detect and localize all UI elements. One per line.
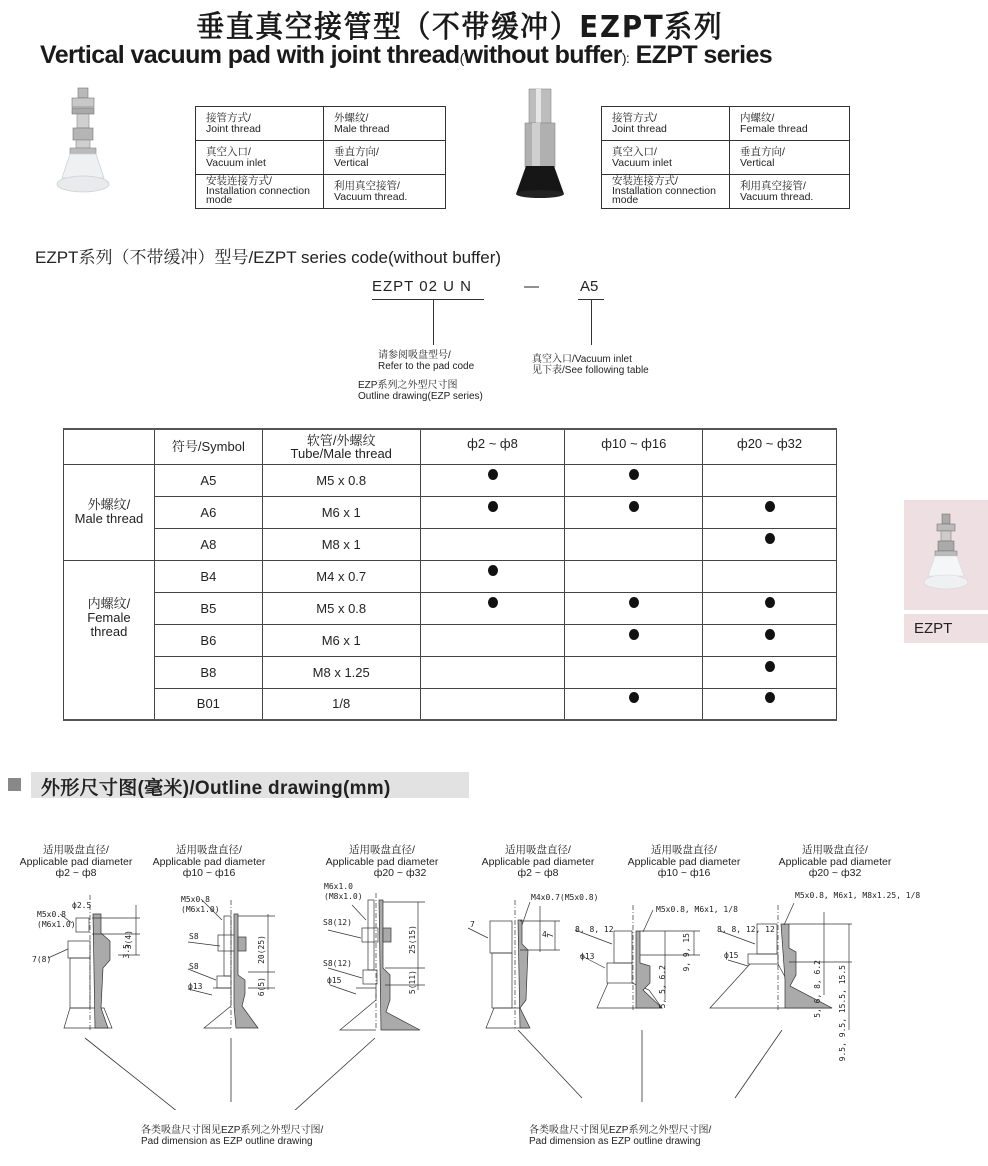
spec-row bbox=[602, 141, 850, 175]
availability-dot-icon bbox=[765, 597, 775, 608]
cell-thread: M4 x 0.7 bbox=[262, 560, 420, 592]
spec-value: 内螺纹/ Female thread bbox=[730, 107, 850, 141]
dim-f2-hex: 8, 8, 12 bbox=[575, 925, 614, 934]
diameter-label-4: 适用吸盘直径/ Applicable pad diameter ф2 ~ ф8 bbox=[481, 844, 595, 879]
spec-value: 外螺纹/ Male thread bbox=[324, 107, 446, 141]
availability-dot-icon bbox=[765, 533, 775, 544]
spec-label: 接管方式/ Joint thread bbox=[602, 107, 730, 141]
cell-thread: M6 x 1 bbox=[262, 624, 420, 656]
table-row bbox=[64, 688, 837, 720]
page-title-cn: 垂直真空接管型（不带缓冲）EZPT系列 bbox=[196, 10, 724, 45]
cell-d3 bbox=[703, 528, 837, 560]
spec-label: 真空入口/ Vacuum inlet bbox=[602, 141, 730, 175]
cell-d2 bbox=[565, 624, 703, 656]
availability-dot-icon bbox=[765, 692, 775, 703]
spec-label: 安装连接方式/ Installation connection mode bbox=[602, 175, 730, 209]
cell-thread: M5 x 0.8 bbox=[262, 592, 420, 624]
cell-d1 bbox=[420, 656, 565, 688]
paren-close: ): bbox=[621, 50, 630, 66]
cell-d1 bbox=[420, 592, 565, 624]
thread-compatibility-table bbox=[63, 428, 837, 721]
cell-d1 bbox=[420, 560, 565, 592]
dim-d3-h2: 5(11) bbox=[408, 970, 417, 995]
diameter-label-5: 适用吸盘直径/ Applicable pad diameter ф10 ~ ф16 bbox=[627, 844, 741, 879]
dim-f2-phi: ф13 bbox=[580, 952, 595, 961]
cell-symbol: B6 bbox=[154, 624, 262, 656]
diameter-label-2: 适用吸盘直径/ Applicable pad diameter ф10 ~ ф16 bbox=[152, 844, 266, 879]
cell-symbol: A8 bbox=[154, 528, 262, 560]
dim-d1-hex: 7(8) bbox=[32, 955, 52, 964]
cell-d2 bbox=[565, 496, 703, 528]
availability-dot-icon bbox=[488, 565, 498, 576]
cell-symbol: A6 bbox=[154, 496, 262, 528]
cell-d1 bbox=[420, 528, 565, 560]
spec-value: 利用真空接管/ Vacuum thread. bbox=[730, 175, 850, 209]
dim-f1-h1: 4 bbox=[542, 930, 547, 939]
ezpt-thumbnail-icon bbox=[904, 500, 988, 610]
dim-f2-h1: 9, 9, 15 bbox=[682, 933, 691, 972]
spec-row bbox=[602, 107, 850, 141]
table-row bbox=[64, 528, 837, 560]
table-row bbox=[64, 560, 837, 592]
spec-label: 接管方式/ Joint thread bbox=[196, 107, 324, 141]
availability-dot-icon bbox=[765, 501, 775, 512]
cell-symbol: B8 bbox=[154, 656, 262, 688]
cell-d1 bbox=[420, 464, 565, 496]
dim-d1-thread: M5x0.8 (M6x1.0) bbox=[37, 910, 76, 929]
cell-d2 bbox=[565, 688, 703, 720]
availability-dot-icon bbox=[765, 661, 775, 672]
cell-symbol: B5 bbox=[154, 592, 262, 624]
header-d2: ф10 ~ ф16 bbox=[565, 429, 703, 464]
cell-d2 bbox=[565, 656, 703, 688]
cell-d2 bbox=[565, 560, 703, 592]
header-blank bbox=[64, 429, 155, 464]
availability-dot-icon bbox=[629, 501, 639, 512]
dim-d2-h2: 6(5) bbox=[257, 977, 266, 997]
availability-dot-icon bbox=[765, 629, 775, 640]
footnote-leader-lines bbox=[0, 1030, 988, 1110]
group-female-thread: 内螺纹/ Female thread bbox=[64, 560, 155, 720]
dim-d1-h2: 3.5 bbox=[122, 944, 131, 959]
outline-note: EZP系列之外型尺寸图 Outline drawing(EZP series) bbox=[358, 380, 483, 402]
suffix-leader bbox=[591, 299, 592, 345]
cell-d3 bbox=[703, 656, 837, 688]
table-header-row bbox=[64, 429, 837, 464]
footnote-male: 各类吸盘尺寸图见EZP系列之外型尺寸图/ Pad dimension as EZP outline drawing bbox=[141, 1125, 324, 1147]
table-row bbox=[64, 624, 837, 656]
footnote-female: 各类吸盘尺寸图见EZP系列之外型尺寸图/ Pad dimension as EZP outline drawing bbox=[529, 1125, 712, 1147]
dim-f3-h2: 9.5, 9.5, 15.5, 15.5 bbox=[838, 965, 847, 1062]
dim-d1-phi: ф2.5 bbox=[72, 901, 92, 910]
cell-d2 bbox=[565, 528, 703, 560]
pad-code-note: 请参阅吸盘型号/ Refer to the pad code bbox=[378, 350, 475, 372]
table-row bbox=[64, 496, 837, 528]
series-code-dash: — bbox=[524, 278, 539, 295]
code-leader bbox=[433, 299, 434, 345]
dim-d1-h1: 3(4) bbox=[124, 930, 133, 950]
group-male-thread: 外螺纹/ Male thread bbox=[64, 464, 155, 560]
cell-d1 bbox=[420, 688, 565, 720]
cell-d2 bbox=[565, 464, 703, 496]
dim-f3-thread: M5x0.8, M6x1, M8x1.25, 1/8 bbox=[795, 891, 921, 900]
side-tab-image[interactable] bbox=[904, 500, 988, 610]
dim-d2-thread: M5x0.8 (M6x1.0) bbox=[181, 895, 220, 914]
availability-dot-icon bbox=[629, 469, 639, 480]
dim-d3-s2: S8(12) bbox=[323, 959, 352, 968]
cell-thread: M8 x 1.25 bbox=[262, 656, 420, 688]
dim-f2-thread: M5x0.8, M6x1, 1/8 bbox=[656, 905, 738, 914]
side-tab-label[interactable]: EZPT bbox=[904, 614, 988, 643]
series-code: EZPT 02 U N bbox=[372, 278, 472, 295]
header-symbol: 符号/Symbol bbox=[154, 429, 262, 464]
cell-thread: M6 x 1 bbox=[262, 496, 420, 528]
cell-d1 bbox=[420, 496, 565, 528]
table-row bbox=[64, 464, 837, 496]
cell-d1 bbox=[420, 624, 565, 656]
dim-d2-phi: ф13 bbox=[188, 982, 203, 991]
table-row bbox=[64, 592, 837, 624]
dim-d3-h1: 25(15) bbox=[408, 925, 417, 954]
dim-f3-h1: 5, 6, 8, 6.2 bbox=[813, 960, 822, 1018]
header-d3: ф20 ~ ф32 bbox=[703, 429, 837, 464]
dim-f1-hex: 7 bbox=[470, 920, 475, 929]
spec-row bbox=[196, 175, 446, 209]
code-underline bbox=[372, 299, 484, 300]
header-d1: ф2 ~ ф8 bbox=[420, 429, 565, 464]
paren-open: ( bbox=[459, 50, 464, 66]
female-thread-product-image bbox=[510, 86, 570, 204]
dim-f3-phi: ф15 bbox=[724, 951, 739, 960]
cell-d3 bbox=[703, 688, 837, 720]
dim-d2-s2: S8 bbox=[189, 962, 199, 971]
section-bullet-icon bbox=[8, 778, 21, 791]
series-code-heading: EZPT系列（不带缓冲）型号/EZPT series code(without buffer) bbox=[35, 248, 502, 267]
availability-dot-icon bbox=[488, 469, 498, 480]
page-title-en bbox=[40, 41, 772, 70]
spec-value: 垂直方向/ Vertical bbox=[324, 141, 446, 175]
cell-thread: M8 x 1 bbox=[262, 528, 420, 560]
dim-d3-phi: ф15 bbox=[327, 976, 342, 985]
cell-d3 bbox=[703, 464, 837, 496]
spec-row bbox=[196, 107, 446, 141]
availability-dot-icon bbox=[488, 597, 498, 608]
cell-d3 bbox=[703, 496, 837, 528]
cell-thread: M5 x 0.8 bbox=[262, 464, 420, 496]
dim-f1-thread: M4x0.7(M5x0.8) bbox=[531, 893, 599, 902]
dim-f3-hex: 8, 8, 12, 12 bbox=[717, 925, 775, 934]
title-en-part3: EZPT series bbox=[629, 41, 773, 69]
spec-label: 安装连接方式/ Installation connection mode bbox=[196, 175, 324, 209]
cell-symbol: B4 bbox=[154, 560, 262, 592]
availability-dot-icon bbox=[488, 501, 498, 512]
diameter-label-1: 适用吸盘直径/ Applicable pad diameter ф2 ~ ф8 bbox=[19, 844, 133, 879]
cell-thread: 1/8 bbox=[262, 688, 420, 720]
dim-d2-s1: S8 bbox=[189, 932, 199, 941]
dim-d3-thread: M6x1.0 (M8x1.0) bbox=[324, 882, 363, 901]
dim-f2-h2: 5, 5, 6.2 bbox=[658, 965, 667, 1009]
cell-d2 bbox=[565, 592, 703, 624]
availability-dot-icon bbox=[629, 597, 639, 608]
title-en-part1: Vertical vacuum pad with joint thread bbox=[40, 41, 460, 69]
outline-heading: 外形尺寸图(毫米)/Outline drawing(mm) bbox=[41, 778, 391, 799]
male-spec-table bbox=[195, 106, 446, 209]
cell-symbol: B01 bbox=[154, 688, 262, 720]
cell-d3 bbox=[703, 592, 837, 624]
diameter-label-3: 适用吸盘直径/ Applicable pad diameter ф20 ~ ф32 bbox=[325, 844, 439, 879]
female-spec-table bbox=[601, 106, 850, 209]
dim-d2-h1: 20(25) bbox=[257, 935, 266, 964]
series-code-suffix: A5 bbox=[580, 278, 599, 295]
spec-value: 利用真空接管/ Vacuum thread. bbox=[324, 175, 446, 209]
title-en-part2: without buffer bbox=[463, 41, 622, 69]
cell-d3 bbox=[703, 624, 837, 656]
dim-d3-s1: S8(12) bbox=[323, 918, 352, 927]
spec-row bbox=[602, 175, 850, 209]
cell-d3 bbox=[703, 560, 837, 592]
availability-dot-icon bbox=[629, 629, 639, 640]
spec-value: 垂直方向/ Vertical bbox=[730, 141, 850, 175]
male-thread-product-image bbox=[48, 86, 118, 204]
header-tube: 软管/外螺纹 Tube/Male thread bbox=[262, 429, 420, 464]
cell-symbol: A5 bbox=[154, 464, 262, 496]
inlet-note: 真空入口/Vacuum inlet 见下表/See following table bbox=[532, 354, 649, 376]
availability-dot-icon bbox=[629, 692, 639, 703]
dim-f1-h2: 7 bbox=[546, 933, 555, 938]
diameter-label-6: 适用吸盘直径/ Applicable pad diameter ф20 ~ ф32 bbox=[778, 844, 892, 879]
spec-row bbox=[196, 141, 446, 175]
table-row bbox=[64, 656, 837, 688]
spec-label: 真空入口/ Vacuum inlet bbox=[196, 141, 324, 175]
